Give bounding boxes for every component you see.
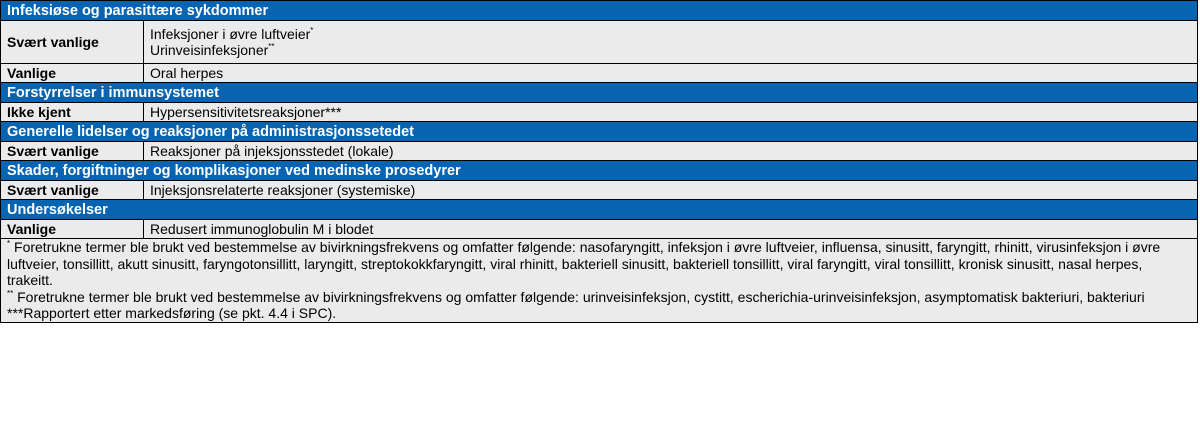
reaction-text: Redusert immunoglobulin M i blodet	[150, 221, 374, 237]
reaction-cell	[144, 21, 1198, 64]
footnote-1-text: Foretrukne termer ble brukt ved bestemmelse av bivirkningsfrekvens og omfatter følgende: nasofaryngitt, infeksjon i øvre luftveier, influensa, sinusitt, faryngitt, rhinitt, virusinfeksjon i øvre luftveier, tonsillitt, akutt sinusitt, faryngotonsillitt, laryngitt, streptokokkfaryngitt, viral rhinitt, bakteriell sinusitt, bakteriell tonsillitt, viral faryngitt, viral tonsillitt, kronisk sinusitt, nasal herpes, trakeitt.	[7, 239, 1161, 288]
reaction-cell	[144, 181, 1198, 200]
reaction-cell	[144, 103, 1198, 122]
footnote-1	[7, 239, 1191, 289]
section-title: Infeksiøse og parasittære sykdommer	[1, 1, 1198, 21]
table-body	[1, 1, 1198, 239]
table-row	[1, 103, 1198, 122]
reaction-text: Oral herpes	[150, 65, 224, 81]
frequency-cell: Ikke kjent	[1, 103, 144, 122]
frequency-cell: Vanlige	[1, 220, 144, 239]
footnote-marker: *	[310, 26, 314, 35]
section-header	[1, 1, 1198, 21]
footnote-2-text: Foretrukne termer ble brukt ved bestemmelse av bivirkningsfrekvens og omfatter følgende: urinveisinfeksjon, cystitt, escherichia-urinveisinfeksjon, asymptomatisk bakteriuri, bakteriuri	[13, 288, 1145, 305]
section-header	[1, 161, 1198, 181]
reaction-item	[150, 26, 1191, 42]
section-header	[1, 83, 1198, 103]
frequency-cell: Vanlige	[1, 64, 144, 83]
footnote-2	[7, 289, 1191, 306]
reaction-item	[150, 104, 1191, 120]
frequency-cell: Svært vanlige	[1, 21, 144, 64]
frequency-cell: Svært vanlige	[1, 142, 144, 161]
section-header	[1, 122, 1198, 142]
table-row	[1, 142, 1198, 161]
section-title: Skader, forgiftninger og komplikasjoner ved medinske prosedyrer	[1, 161, 1198, 181]
section-header	[1, 200, 1198, 220]
reaction-item	[150, 65, 1191, 81]
footnotes-row	[1, 239, 1198, 323]
reaction-text: Urinveisinfeksjoner	[150, 42, 269, 58]
footnote-2-mark: **	[7, 288, 14, 298]
reaction-item	[150, 42, 1191, 58]
reaction-item	[150, 221, 1191, 237]
footnote-marker: **	[268, 42, 275, 51]
footnote-1-mark: *	[7, 239, 11, 248]
frequency-cell: Svært vanlige	[1, 181, 144, 200]
reaction-text: Hypersensitivitetsreaksjoner***	[150, 104, 342, 120]
table-row	[1, 64, 1198, 83]
section-title: Undersøkelser	[1, 200, 1198, 220]
reaction-text: Infeksjoner i øvre luftveier	[150, 26, 311, 42]
reaction-item	[150, 182, 1191, 198]
table-row	[1, 181, 1198, 200]
reaction-item	[150, 143, 1191, 159]
reaction-cell	[144, 142, 1198, 161]
footnote-3: ***Rapportert etter markedsføring (se pkt. 4.4 i SPC).	[7, 305, 337, 321]
reaction-cell	[144, 64, 1198, 83]
reaction-cell	[144, 220, 1198, 239]
reaction-text: Reaksjoner på injeksjonsstedet (lokale)	[150, 143, 394, 159]
reaction-text: Injeksjonsrelaterte reaksjoner (systemiske)	[150, 182, 416, 198]
table-row	[1, 220, 1198, 239]
section-title: Forstyrrelser i immunsystemet	[1, 83, 1198, 103]
section-title: Generelle lidelser og reaksjoner på administrasjonssetedet	[1, 122, 1198, 142]
table-row	[1, 21, 1198, 64]
footnotes-cell	[1, 239, 1198, 323]
